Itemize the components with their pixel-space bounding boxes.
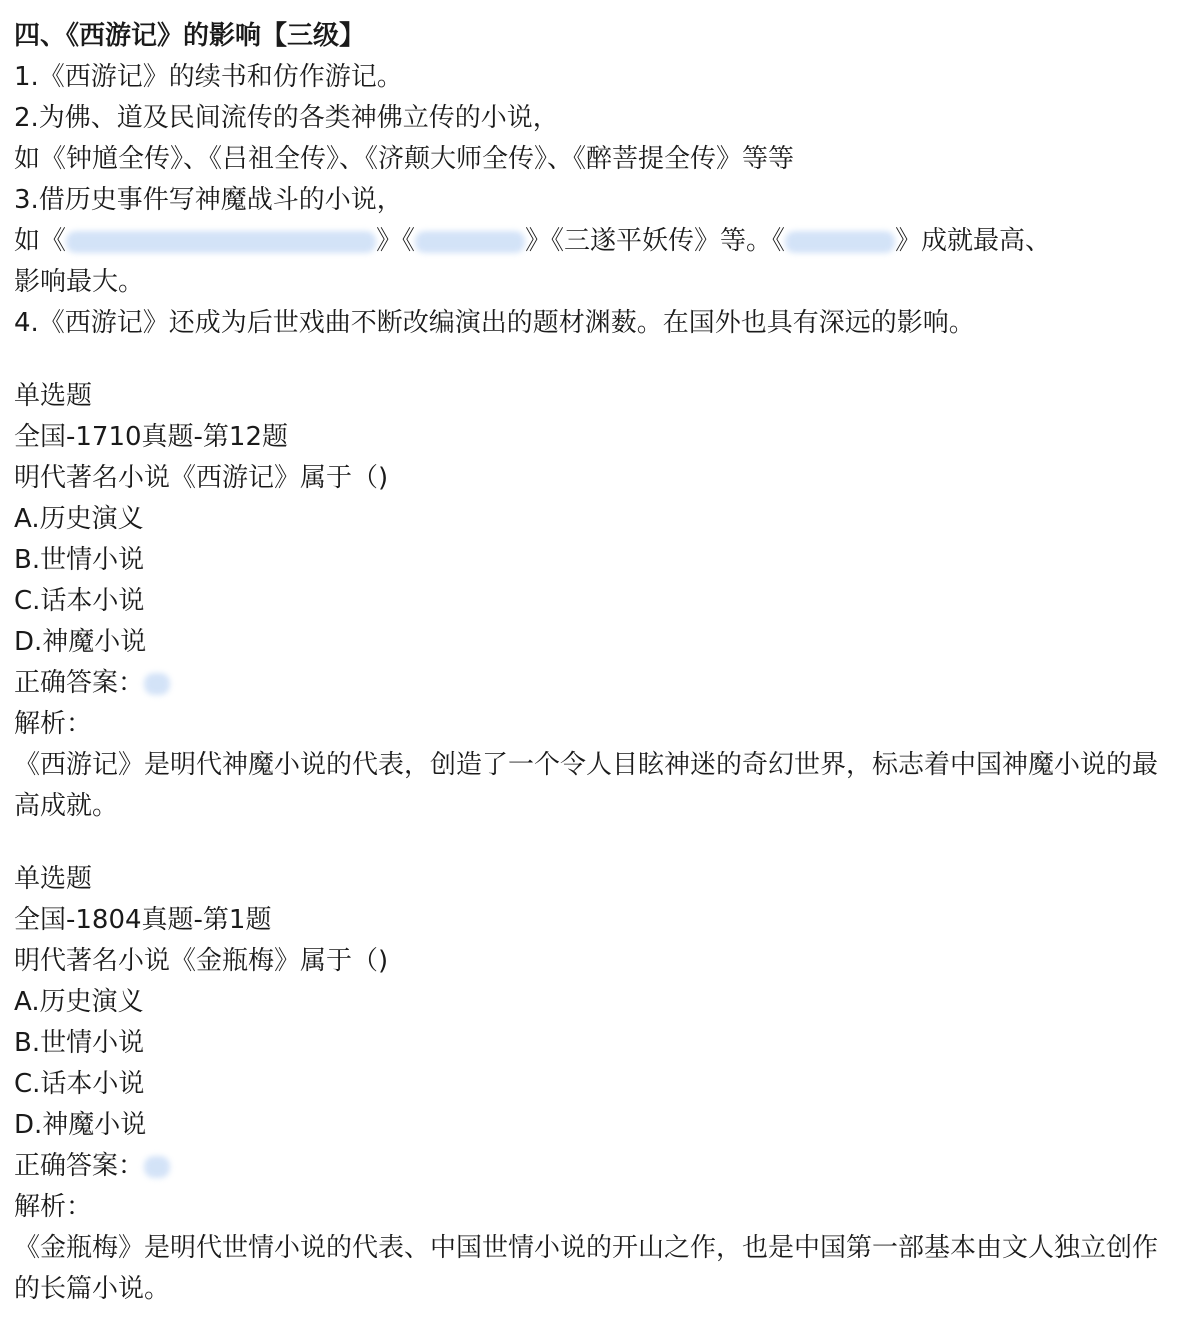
option-b: B.世情小说	[14, 1028, 145, 1058]
redacted-answer	[144, 673, 170, 695]
option-a: A.历史演义	[14, 987, 144, 1017]
section-line-6: 影响最大。	[14, 267, 145, 297]
redacted-title-1	[66, 231, 376, 253]
answer-line	[14, 1146, 1180, 1187]
section-heading: 四、《西游记》的影响【三级】	[14, 21, 366, 51]
question-block-2	[14, 859, 1180, 1310]
answer-label: 正确答案：	[14, 1151, 145, 1181]
line5-part-b: 》《	[376, 226, 416, 256]
question-stem: 明代著名小说《西游记》属于（)	[14, 463, 389, 493]
question-type: 单选题	[14, 381, 93, 411]
section-line-2: 2.为佛、道及民间流传的各类神佛立传的小说，	[14, 103, 559, 133]
section-line-5	[14, 221, 1180, 262]
question-block-1	[14, 376, 1180, 827]
option-a: A.历史演义	[14, 504, 144, 534]
question-source: 全国-1710真题-第12题	[14, 422, 289, 452]
redacted-answer	[144, 1156, 170, 1178]
question-source: 全国-1804真题-第1题	[14, 905, 272, 935]
line5-part-a: 如《	[14, 226, 67, 256]
option-c: C.话本小说	[14, 586, 145, 616]
option-b: B.世情小说	[14, 545, 145, 575]
section-line-4: 3.借历史事件写神魔战斗的小说，	[14, 185, 403, 215]
redacted-title-3	[785, 231, 895, 253]
question-stem: 明代著名小说《金瓶梅》属于（)	[14, 946, 389, 976]
option-d: D.神魔小说	[14, 627, 147, 657]
option-c: C.话本小说	[14, 1069, 145, 1099]
question-type: 单选题	[14, 864, 93, 894]
line5-part-c: 》《三遂平妖传》等。《	[525, 226, 786, 256]
analysis-label: 解析：	[14, 709, 93, 739]
answer-line	[14, 663, 1180, 704]
section-line-1: 1.《西游记》的续书和仿作游记。	[14, 62, 403, 92]
option-d: D.神魔小说	[14, 1110, 147, 1140]
redacted-title-2	[415, 231, 525, 253]
line5-part-d: 》成就最高、	[895, 226, 1052, 256]
analysis-label: 解析：	[14, 1192, 93, 1222]
analysis-text: 《西游记》是明代神魔小说的代表，创造了一个令人目眩神迷的奇幻世界，标志着中国神魔小说的最高成就。	[14, 750, 1159, 821]
section-line-3: 如《钟馗全传》、《吕祖全传》、《济颠大师全传》、《醉菩提全传》等等	[14, 144, 795, 174]
section-line-7: 4.《西游记》还成为后世戏曲不断改编演出的题材渊薮。在国外也具有深远的影响。	[14, 308, 975, 338]
answer-label: 正确答案：	[14, 668, 145, 698]
analysis-text: 《金瓶梅》是明代世情小说的代表、中国世情小说的开山之作，也是中国第一部基本由文人独立创作的长篇小说。	[14, 1233, 1159, 1304]
